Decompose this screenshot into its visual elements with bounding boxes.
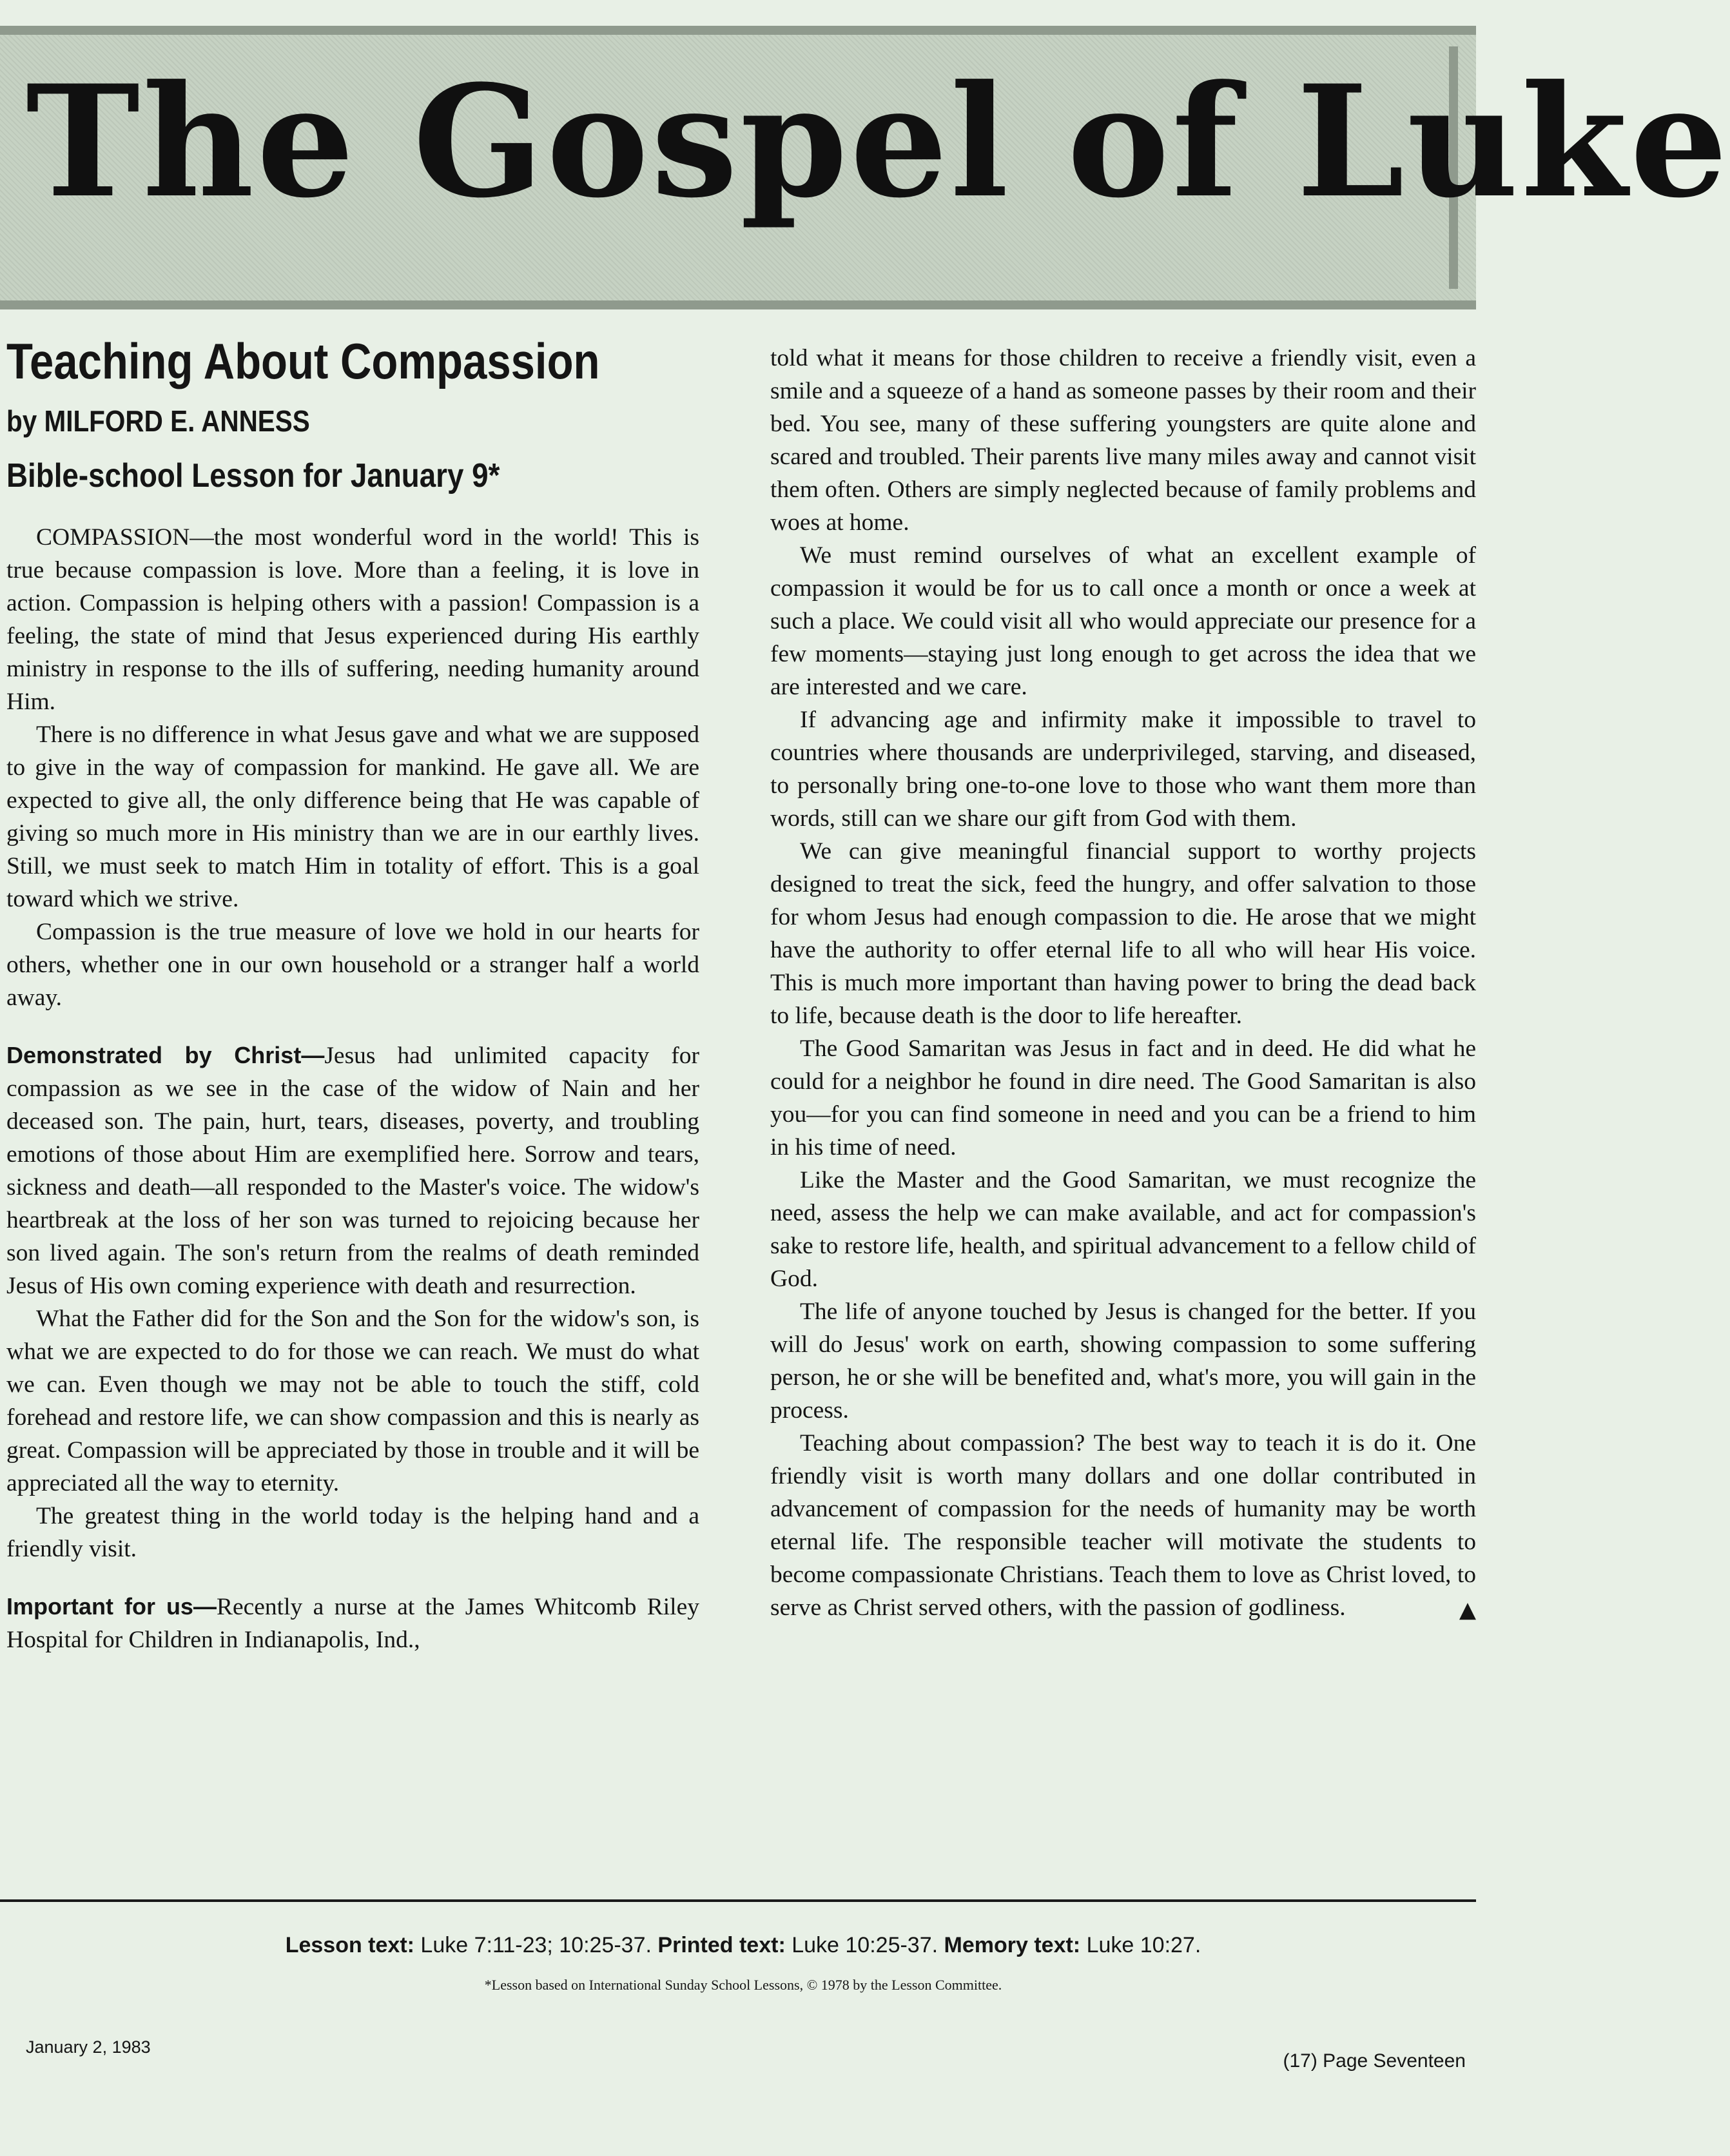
lesson-subtitle: Bible-school Lesson for January 9* — [6, 456, 500, 495]
footer-rule — [0, 1899, 1476, 1902]
left-body — [6, 521, 699, 1656]
lesson-references — [0, 1933, 1486, 1958]
article-title: Teaching About Compassion — [6, 333, 600, 389]
end-mark-icon: ▲ — [1459, 1597, 1476, 1623]
memory-text-value: Luke 10:27. — [1086, 1933, 1201, 1957]
paragraph: Compassion is the true measure of love we hold in our hearts for others, whether one in our own household or a stranger half a world away. — [6, 918, 699, 1011]
masthead-frame — [0, 46, 1730, 289]
paragraph: The Good Samaritan was Jesus in fact and in deed. He did what he could for a neighbor he found in dire need. The Good Samaritan is also you—for you can find someone in need and you can be a friend to him in his time of need. — [770, 1035, 1476, 1161]
paragraph: told what it means for those children to receive a friendly visit, even a smile and a squeeze of a hand as someone passes by their room and their bed. You see, many of these suffering youngsters are quite alone and scared and troubled. Their parents live many miles away and cannot visit them often. Others are simply neglected because of family problems and woes at home. — [770, 345, 1476, 536]
right-column — [770, 342, 1476, 1627]
memory-text-label: Memory text: — [944, 1933, 1081, 1957]
section-demonstrated — [6, 1039, 699, 1302]
issue-date: January 2, 1983 — [26, 2037, 151, 2057]
paragraph-text: Recently a nurse at the James Whitcomb Riley Hospital for Children in Indianapolis, Ind., — [6, 1593, 699, 1653]
section-heading: Important for us— — [6, 1592, 217, 1620]
byline: by MILFORD E. ANNESS — [6, 404, 310, 438]
paragraph-text: Teaching about compassion? The best way to teach it is do it. One friendly visit is worth many dollars and one dollar contributed in advancement of compassion for the needs of humanity may be worth eternal life. The responsible teacher will motivate the students to become compassionate Christians. Teach them to love as Christ loved, to serve as Christ served others, with the passion of godliness. — [770, 1430, 1476, 1621]
left-column — [6, 335, 699, 1656]
paragraph: COMPASSION—the most wonderful word in the world! This is true because compassion is love. More than a feeling, it is love in action. Compassion is helping others with a passion! Compassion is a feeling, the state of mind that Jesus experienced during His earthly ministry in response to the ills of suffering, needing humanity around Him. — [6, 524, 699, 715]
paragraph-text: Jesus had unlimited capacity for compassion as we see in the case of the widow of Nain and her deceased son. The pain, hurt, tears, diseases, poverty, and troubling emotions of those about Him are exemplified here. Sorrow and tears, sickness and death—all responded to the Master's voice. The widow's heartbreak at the loss of her son was turned to rejoicing because her son lived again. The son's return from the realms of death reminded Jesus of His own coming experience with death and resurrection. — [6, 1042, 700, 1299]
paragraph: The life of anyone touched by Jesus is changed for the better. If you will do Jesus' work on earth, showing compassion to some suffering person, he or she will be benefited and, what's more, you will gain in the process. — [770, 1298, 1476, 1424]
right-body — [770, 342, 1476, 1624]
paragraph-final — [770, 1427, 1476, 1624]
paragraph: Like the Master and the Good Samaritan, we must recognize the need, assess the help we can make available, and act for compassion's sake to restore life, health, and spiritual advancement to a fellow child of God. — [770, 1167, 1476, 1292]
paragraph: There is no difference in what Jesus gave and what we are supposed to give in the way of compassion for mankind. He gave all. We are expected to give all, the only difference being that He was capable of giving so much more in His ministry than we are in our earthly lives. Still, we must seek to match Him in totality of effort. This is a goal toward which we strive. — [6, 721, 699, 912]
footnote: *Lesson based on International Sunday School Lessons, © 1978 by the Lesson Committee. — [484, 1977, 1002, 1993]
masthead — [0, 26, 1730, 309]
lesson-text-value: Luke 7:11-23; 10:25-37. — [420, 1933, 652, 1957]
paragraph: The greatest thing in the world today is the helping hand and a friendly visit. — [6, 1502, 699, 1562]
paragraph: If advancing age and infirmity make it impossible to travel to countries where thousands are underprivileged, starving, and diseased, to personally bring one-to-one love to those who want them more than words, still can we share our gift from God with them. — [770, 707, 1476, 832]
paragraph: We must remind ourselves of what an excellent example of compassion it would be for us to call once a month or once a week at such a place. We could visit all who would appreciate our presence for a few moments—staying just long enough to get across the idea that we are interested and we care. — [770, 542, 1476, 700]
printed-text-label: Printed text: — [657, 1933, 786, 1957]
page-number: (17) Page Seventeen — [1283, 2050, 1466, 2072]
section-heading: Demonstrated by Christ— — [6, 1041, 325, 1068]
paragraph: What the Father did for the Son and the Son for the widow's son, is what we are expected to do for those we can reach. We must do what we can. Even though we may not be able to touch the stiff, cold forehead and restore life, we can show compassion and this is nearly as great. Compassion will be appreciated by those in trouble and it will be appreciated all the way to eternity. — [6, 1305, 699, 1496]
section-important — [6, 1590, 699, 1656]
paragraph: We can give meaningful financial support to worthy projects designed to treat the sick, feed the hungry, and offer salvation to those for whom Jesus had enough compassion to die. He arose that we might have the authority to offer eternal life to all who will hear His voice. This is much more important than having power to bring the dead back to life, because death is the door to life hereafter. — [770, 838, 1476, 1029]
masthead-title: The Gospel of Luke — [26, 52, 1730, 232]
printed-text-value: Luke 10:25-37. — [792, 1933, 938, 1957]
lesson-text-label: Lesson text: — [285, 1933, 414, 1957]
